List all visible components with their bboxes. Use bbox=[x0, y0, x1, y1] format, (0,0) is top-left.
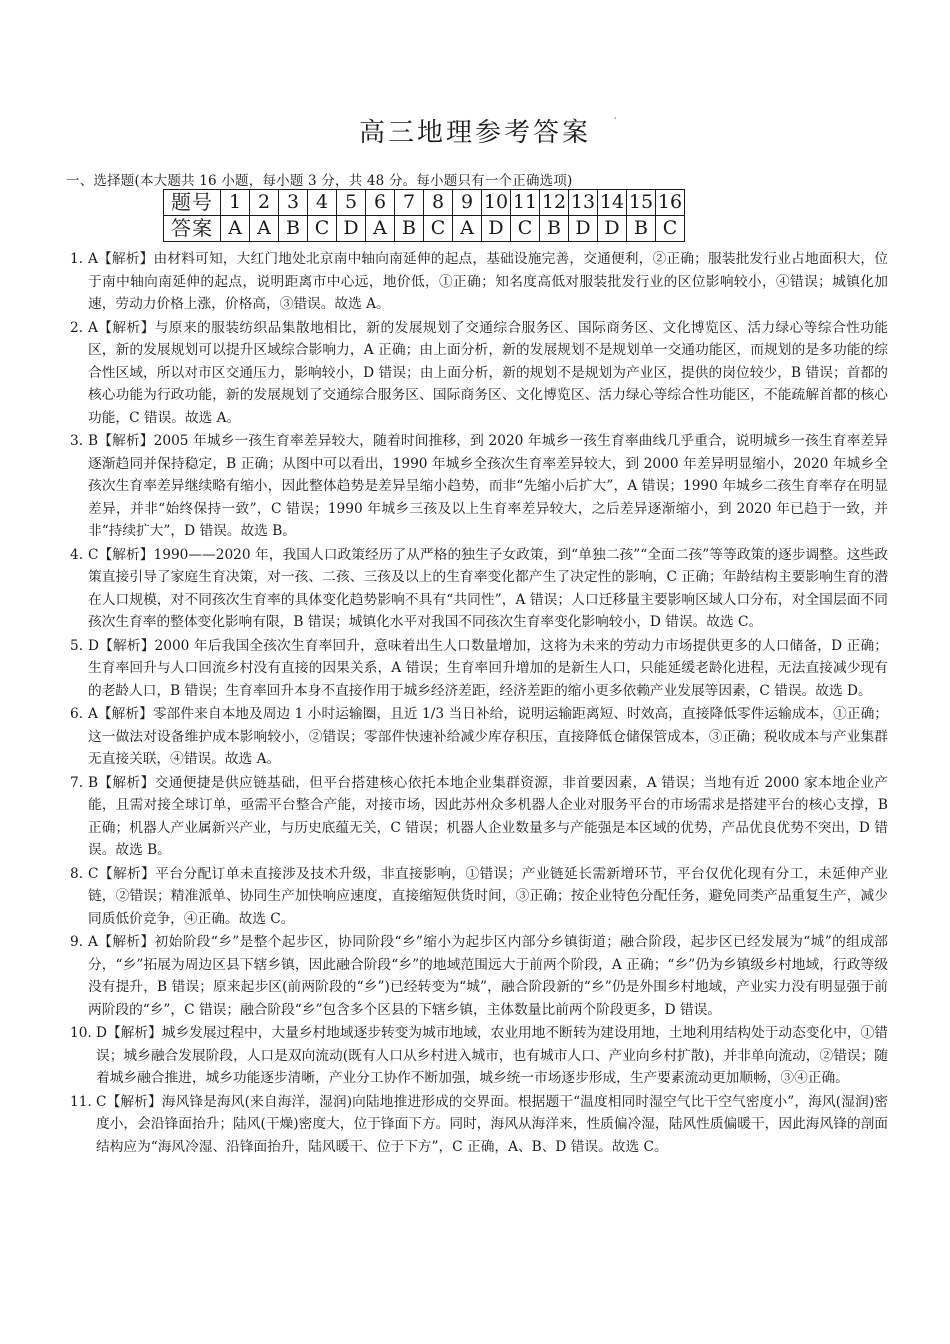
explanation-item bbox=[70, 1091, 888, 1159]
table-cell-answer: C bbox=[424, 216, 453, 242]
item-number: 3. bbox=[70, 433, 84, 449]
answer-table-number-row bbox=[164, 190, 685, 216]
table-cell-answer: B bbox=[540, 216, 569, 242]
item-text: B【解析】2005 年城乡一孩生育率差异较大，随着时间推移，到 2020 年城乡一孩生育率曲线几乎重合，说明城乡一孩生育率差异逐渐趋同并保持稳定，B 正确；从图中可以看出，1990 年城乡全孩次生育率差异较大，到 2000 年差异明显缩小，2020 年城乡全孩次生育率差异继续略有缩小，因此整体趋势是差异呈缩小趋势，而非“先缩小后扩大”，A 错误；1990 年城乡二孩生育率存在明显差异，并非“始终保持一致”，C 错误；1990 年城乡三孩及以上生育率差异较大，之后差异逐渐缩小，到 2020 年已趋于一致，并非“持续扩大”，D 错误。故选 B。 bbox=[88, 433, 888, 539]
item-number: 5. bbox=[70, 637, 84, 654]
table-cell-number: 2 bbox=[250, 190, 279, 216]
explanation-item bbox=[70, 772, 888, 862]
item-number: 9. bbox=[70, 934, 84, 950]
item-text: B【解析】交通便捷是供应链基础，但平台搭建核心依托本地企业集群资源，非首要因素，A 错误；当地有近 2000 家本地企业产能，且需对接全球订单，亟需平台整合产能，对接市场，因此苏州众多机器人企业对服务平台的市场需求是搭建平台的核心支撑，B 正确；机器人产业属新兴产业，与历史底蕴无关，C 错误；机器人企业数量多与产能强是本区域的优势，产品优良优势不突出，D 错误。故选 B。 bbox=[88, 774, 888, 858]
table-cell-number: 16 bbox=[656, 190, 685, 216]
row-label-question: 题号 bbox=[164, 190, 221, 216]
table-cell-number: 14 bbox=[598, 190, 627, 216]
item-number: 8. bbox=[70, 865, 84, 882]
table-cell-number: 7 bbox=[395, 190, 424, 216]
explanation-item bbox=[70, 931, 888, 1021]
explanation-item bbox=[70, 248, 888, 316]
table-cell-number: 1 bbox=[221, 190, 250, 216]
item-number: 1. bbox=[70, 251, 84, 267]
item-number: 7. bbox=[70, 774, 84, 791]
table-cell-answer: D bbox=[337, 216, 366, 242]
answer-table bbox=[163, 189, 685, 242]
table-cell-number: 10 bbox=[482, 190, 511, 216]
table-cell-number: 13 bbox=[569, 190, 598, 216]
table-cell-answer: B bbox=[627, 216, 656, 242]
explanation-item bbox=[70, 863, 888, 931]
item-text: A【解析】零部件来自本地及周边 1 小时运输圈，且近 1/3 当日补给，说明运输距离短、时效高，直接降低零件运输成本，①正确；这一做法对设备维护成本影响较小，②错误；零部件快速补给减少库存积压，直接降低仓储保管成本，③正确；税收成本与产业集群无直接关联，④错误。故选 A。 bbox=[88, 706, 888, 767]
table-cell-answer: D bbox=[569, 216, 598, 242]
table-cell-answer: C bbox=[308, 216, 337, 242]
explanation-item bbox=[70, 635, 888, 703]
item-text: A【解析】与原来的服装纺织品集散地相比，新的发展规划了交通综合服务区、国际商务区、文化博览区、活力绿心等综合性功能区，新的发展规划可以提升区域综合影响力，A 正确；由上面分析，新的发展规划不是规划单一交通功能区，而规划的是多功能的综合性区域，所以对市区交通压力，影响较小，D 错误；由上面分析，新的规划不是规划为产业区，提供的岗位较少，B 错误；首都的核心功能为行政功能，新的发展规划了交通综合服务区、国际商务区、文化博览区、活力绿心等综合性功能区，不能疏解首都的核心功能，C 错误。故选 A。 bbox=[88, 319, 888, 426]
table-cell-answer: C bbox=[511, 216, 540, 242]
item-text: D【解析】2000 年后我国全孩次生育率回升，意味着出生人口数量增加，这将为未来的劳动力市场提供更多的人口储备，D 正确；生育率回升与人口回流乡村没有直接的因果关系，A 错误；生育率回升增加的是新生人口，只能延缓老龄化进程，无法直接减少现有的老龄人口，B 错误；生育率回升本身不直接作用于城乡经济差距，经济差距的缩小更多依赖产业发展等因素，C 错误。故选 D。 bbox=[88, 637, 888, 699]
table-cell-answer: A bbox=[250, 216, 279, 242]
table-cell-number: 11 bbox=[511, 190, 540, 216]
item-number: 10. bbox=[70, 1025, 92, 1041]
explanation-list bbox=[70, 248, 888, 1159]
answer-table-answer-row bbox=[164, 216, 685, 242]
stray-mark: ' bbox=[614, 116, 617, 125]
table-cell-answer: B bbox=[395, 216, 424, 242]
item-number: 11. bbox=[70, 1093, 92, 1110]
item-text: C【解析】平台分配订单未直接涉及技术升级，非直接影响，①错误；产业链延长需新增环节，平台仅优化现有分工，未延伸产业链，②错误；精准派单、协同生产加快响应速度，直接缩短供货时间，③正确；按企业特色分配任务，避免同类产品重复生产，减少同质低价竞争，④正确。故选 C。 bbox=[88, 865, 888, 927]
table-cell-number: 9 bbox=[453, 190, 482, 216]
table-cell-answer: D bbox=[598, 216, 627, 242]
page-title: 高三地理参考答案 bbox=[358, 118, 591, 148]
item-number: 4. bbox=[70, 546, 84, 563]
table-cell-answer: B bbox=[279, 216, 308, 242]
table-cell-number: 5 bbox=[337, 190, 366, 216]
item-text: C【解析】海风锋是海风(来自海洋，湿润)向陆地推进形成的交界面。根据题干“温度相同时湿空气比干空气密度小”，海风(湿润)密度小，会沿锋面抬升；陆风(干燥)密度大，位于锋面下方。同时，海风从海洋来，性质偏冷湿，陆风性质偏暖干，因此海风锋的剖面结构应为“海风冷湿、沿锋面抬升，陆风暖干、位于下方”，C 正确，A、B、D 错误。故选 C。 bbox=[96, 1093, 888, 1155]
item-text: C【解析】1990——2020 年，我国人口政策经历了从严格的独生子女政策，到“单独二孩”“全面二孩”等等政策的逐步调整。这些政策直接引导了家庭生育决策，对一孩、二孩、三孩及以上的生育率变化都产生了决定性的影响，C 正确；年龄结构主要影响生育的潜在人口规模，对不同孩次生育率的具体变化趋势影响不具有“共同性”，A 错误；人口迁移量主要影响区域人口分布，对全国层面不同孩次生育率的整体变化影响有限，B 错误；城镇化水平对我国不同孩次生育率变化影响较小，D 错误。故选 C。 bbox=[88, 546, 888, 630]
table-cell-answer: A bbox=[366, 216, 395, 242]
table-cell-answer: A bbox=[453, 216, 482, 242]
item-number: 6. bbox=[70, 706, 84, 722]
table-cell-answer: C bbox=[656, 216, 685, 242]
explanation-item bbox=[70, 544, 888, 634]
table-cell-number: 6 bbox=[366, 190, 395, 216]
item-text: D【解析】城乡发展过程中，大量乡村地域逐步转变为城市地域，农业用地不断转为建设用地，土地利用结构处于动态变化中，①错误；城乡融合发展阶段，人口是双向流动(既有人口从乡村进入城市，也有城市人口、产业向乡村扩散)，并非单向流动，②错误；随着城乡融合推进，城乡功能逐步清晰，产业分工协作不断加强，城乡统一市场逐步形成，生产要素流动更加顺畅，③④正确。 bbox=[96, 1025, 888, 1086]
table-cell-number: 8 bbox=[424, 190, 453, 216]
item-text: A【解析】初始阶段“乡”是整个起步区，协同阶段“乡”缩小为起步区内部分乡镇街道；融合阶段，起步区已经发展为“城”的组成部分，“乡”拓展为周边区县下辖乡镇，因此融合阶段“乡”的地域范围远大于前两个阶段，A 正确；“乡”仍为乡镇级乡村地域，行政等级没有提升，B 错误；原来起步区(前两阶段的“乡”)已经转变为“城”，融合阶段新的“乡”仍是外围乡村地域，产业实力没有明显强于前两阶段的“乡”，C 错误；融合阶段“乡”包含多个区县的下辖乡镇，主体数量比前两个阶段更多，D 错误。 bbox=[88, 934, 888, 1018]
table-cell-number: 4 bbox=[308, 190, 337, 216]
explanation-item bbox=[70, 430, 888, 543]
table-cell-number: 3 bbox=[279, 190, 308, 216]
explanation-item bbox=[70, 703, 888, 771]
table-cell-number: 12 bbox=[540, 190, 569, 216]
row-label-answer: 答案 bbox=[164, 216, 221, 242]
section-heading: 一、选择题(本大题共 16 小题，每小题 3 分，共 48 分。每小题只有一个正确选项) bbox=[66, 173, 573, 189]
table-cell-answer: D bbox=[482, 216, 511, 242]
explanation-item bbox=[70, 1022, 888, 1090]
explanation-item bbox=[70, 317, 888, 430]
table-cell-number: 15 bbox=[627, 190, 656, 216]
item-text: A【解析】由材料可知，大红门地处北京南中轴向南延伸的起点，基础设施完善，交通便利，②正确；服装批发行业占地面积大，位于南中轴向南延伸的起点，说明距离市中心远，地价低，①正确；知名度高低对服装批发行业的区位影响较小，④错误；城镇化加速，劳动力价格上涨，价格高，③错误。故选 A。 bbox=[88, 251, 888, 312]
item-number: 2. bbox=[70, 319, 84, 336]
table-cell-answer: A bbox=[221, 216, 250, 242]
